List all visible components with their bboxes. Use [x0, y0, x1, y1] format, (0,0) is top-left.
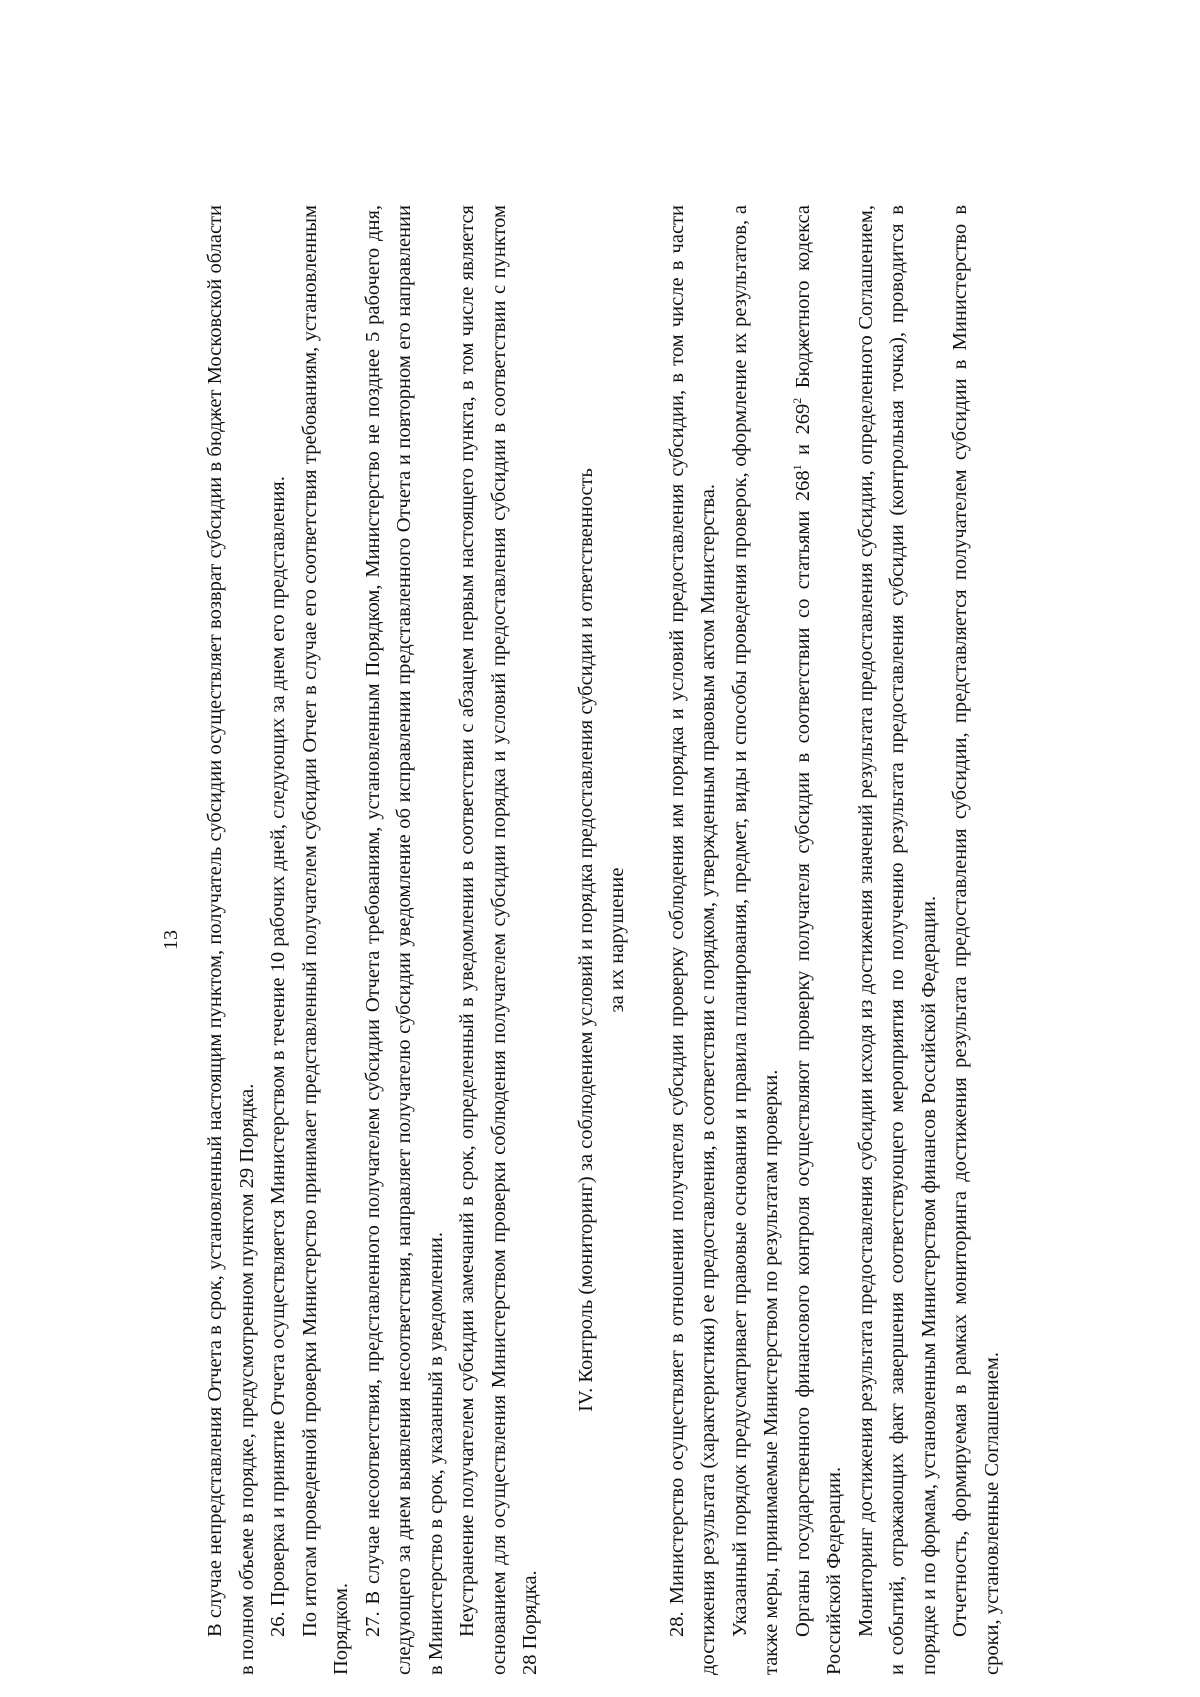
paragraph-reporting: Отчетность, формируемая в рамках мониторинга достижения результата предоставления субсидии, представляется получателем субсидии в Министерство в сроки, установленные Соглашением. [949, 205, 1003, 1675]
paragraph-27: 27. В случае несоответствия, представленного получателем субсидии Отчета требованиям, установленным Порядком, Министерство не позднее 5 рабочего дня, следующего за днем выявления несоответствия, направляет получателю субсидии уведомление об исправлении представленного Отчета и повторном его направлении в Министерство в срок, указанный в уведомлении. [361, 205, 447, 1675]
paragraph-procedure: Указанный порядок предусматривает правовые основания и правила планирования, предмет, виды и способы проведения проверок, оформление их результатов, а также меры, принимаемые Министерством по результатам проверки. [728, 205, 782, 1675]
rotated-text-block [160, 205, 1100, 1675]
section-heading-line-1: IV. Контроль (мониторинг) за соблюдением условий и порядка предоставления субсидии и ответственность [574, 468, 597, 1412]
paragraph-financial-control [788, 205, 851, 1675]
paragraph-monitoring: Мониторинг достижения результата предоставления субсидии исходя из достижения значений результата предоставления субсидии, определенного Соглашением, и событий, отражающих факт завершения соответствующего мероприятия по получению результата предоставления субсидии (контрольная точка), проводится в порядке и по формам, установленным Министерством финансов Российской Федерации. [854, 205, 940, 1675]
article-superscript-2: 2 [789, 397, 804, 404]
paragraph-nonremediation: Неустранение получателем субсидии замечаний в срок, определенный в уведомлении в соответствии с абзацем первым настоящего пункта, в том числе является основанием для осуществления Министерством проверки соблюдения получателем субсидии порядка и условий предоставления субсидии в соответствии с пунктом 28 Порядка. [456, 205, 541, 1675]
financial-control-text-after: Бюджетного кодекса Российской Федерации. [791, 205, 845, 1675]
page-number: 13 [160, 930, 182, 950]
financial-control-text-before: Органы государственного финансового контроля осуществляют проверку получателя субсидии в соответствии со статьями 268 [791, 470, 814, 1637]
paragraph-nonsubmission: В случае непредставления Отчета в срок, установленный настоящим пунктом, получатель субсидии осуществляет возврат субсидии в бюджет Московской области в полном объеме в порядке, предусмотренном пунктом 29 Порядка. [204, 205, 258, 1675]
paragraph-inspection-results: По итогам проведенной проверки Министерство принимает представленный получателем субсидии Отчет в случае его соответствия требованиям, установленным Порядком. [298, 205, 352, 1675]
article-superscript-1: 1 [789, 464, 804, 471]
section-heading [571, 205, 634, 1675]
section-heading-line-2: за их нарушение [606, 867, 628, 1013]
financial-control-text-middle: и 269 [791, 403, 814, 465]
paragraph-26: 26. Проверка и принятие Отчета осуществляется Министерством в течение 10 рабочих дней, следующих за днем его представления. [267, 476, 289, 1637]
paragraph-28: 28. Министерство осуществляет в отношении получателя субсидии проверку соблюдения им порядка и условий предоставления субсидии, в том числе в части достижения результата (характеристики) ее предоставления, в соответствии с порядком, утвержденным правовым актом Министерства. [665, 205, 719, 1675]
